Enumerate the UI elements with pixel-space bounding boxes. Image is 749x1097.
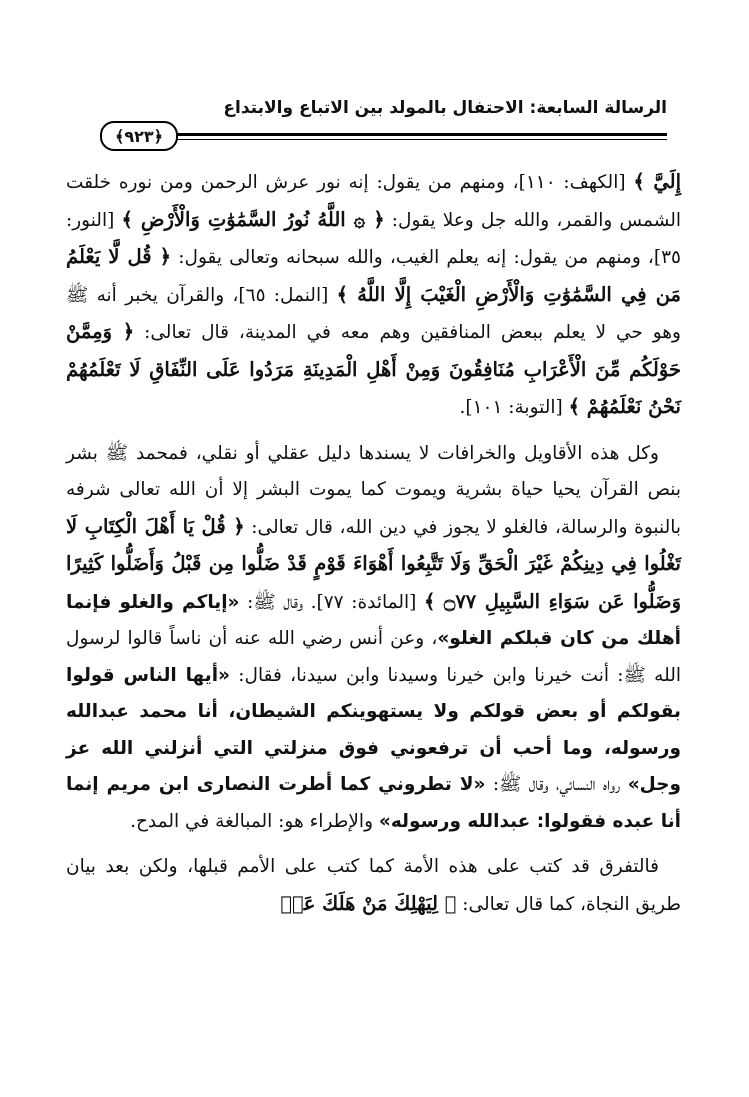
quran-verse: ﴿ قُلْ يَا أَهْلَ الْكِتَابِ لَا تَغْلُوا فِي دِينِكُمْ غَيْرَ الْحَقِّ وَلَا تَتَّبِعُوا أَهْوَاءَ قَوْمٍ قَدْ ضَلُّوا مِن قَبْلُ وَأَضَلُّوا كَثِيرًا وَضَلُّوا عَن سَوَاءِ السَّبِيلِ ۝٧٧ ﴾ [66,514,681,613]
header-rule-thick [174,133,667,136]
chapter-title: الرسالة السابعة: الاحتفال بالمولد بين الاتباع والابتداع [223,98,667,118]
page-number: ﴿٩٢٣﴾ [100,121,178,151]
paragraph-3 [66,849,681,923]
body-text [66,164,681,923]
quran-verse: إِلَيَّ ﴾ [633,170,682,193]
text-run: [النور: ٣٥]، ومنهم من يقول: إنه يعلم الغيب، والله سبحانه وتعالى يقول: [66,209,681,268]
hadith-quote: «أيها الناس قولوا بقولكم أو بعض قولكم ولا يستهوينكم الشيطان، أنا محمد عبدالله ورسوله، وما أحب أن ترفعوني فوق منزلتي التي أنزلني الله عز وجل» [66,664,681,795]
header-rule-thin [174,139,667,140]
text-run: [المائدة: ٧٧]. وقال ﷺ: [239,591,424,613]
quran-verse: ﴿ قُل لَّا يَعْلَمُ مَن فِي السَّمَٰوَٰتِ وَالْأَرْضِ الْغَيْبَ إِلَّا اللَّهُ ﴾ [66,245,682,306]
text-run: رواه النسائي، وقال ﷺ: [485,774,628,795]
text-run: فالتفرق قد كتب على هذه الأمة كما كتب على الأمم قبلها، ولكن بعد بيان طريق النجاة، كما قال تعالى: [66,856,681,915]
paragraph-1 [66,164,681,427]
hadith-quote: «لا تطروني كما أطرت النصارى ابن مريم إنما أنا عبده فقولوا: عبدالله ورسوله» [66,774,681,832]
text-run: ، وعن أنس رضي الله عنه أن ناساً قالوا لرسول الله ﷺ: أنت خيرنا وابن خيرنا وسيدنا وابن سيدنا، فقال: [66,628,681,686]
paragraph-2 [66,436,681,841]
quran-verse: ﴿ ۞ اللَّهُ نُورُ السَّمَٰوَٰتِ وَالْأَرْضِ ﴾ [121,207,385,231]
text-run: وكل هذه الأقاويل والخرافات لا يسندها دليل عقلي أو نقلي، فمحمد ﷺ بشر بنص القرآن يحيا حياة بشرية ويموت كما يموت البشر إلا أن الله تعالى شرفه بالنبوة والرسالة، فالغلو لا يجوز في دين الله، قال تعالى: [66,442,681,538]
text-run: [التوبة: ١٠١]. [459,397,569,418]
quran-verse: ﴿ وَمِمَّنْ حَوْلَكُم مِّنَ الْأَعْرَابِ مُنَافِقُونَ وَمِنْ أَهْلِ الْمَدِينَةِ مَرَدُوا عَلَى النِّفَاقِ لَا تَعْلَمُهُمْ نَحْنُ نَعْلَمُهُمْ ﴾ [66,320,681,418]
text-run: والإطراء هو: المبالغة في المدح. [130,810,379,832]
text-run: [الكهف: ١١٠]، ومنهم من يقول: إنه نور عرش الرحمن ومن نوره خلقت الشمس والقمر، والله جل وعلا يقول: [66,172,681,231]
text-run: [النمل: ٦٥]، والقرآن يخبر أنه ﷺ وهو حي لا يعلم ببعض المنافقين وهم معه في المدينة، قال تعالى: [66,284,681,343]
hadith-quote: «إياكم والغلو فإنما أهلك من كان قبلكم الغلو» [66,591,681,649]
quran-verse: ﴿ لِيَهْلِكَ مَنْ هَلَكَ عَنۢ [280,891,457,915]
